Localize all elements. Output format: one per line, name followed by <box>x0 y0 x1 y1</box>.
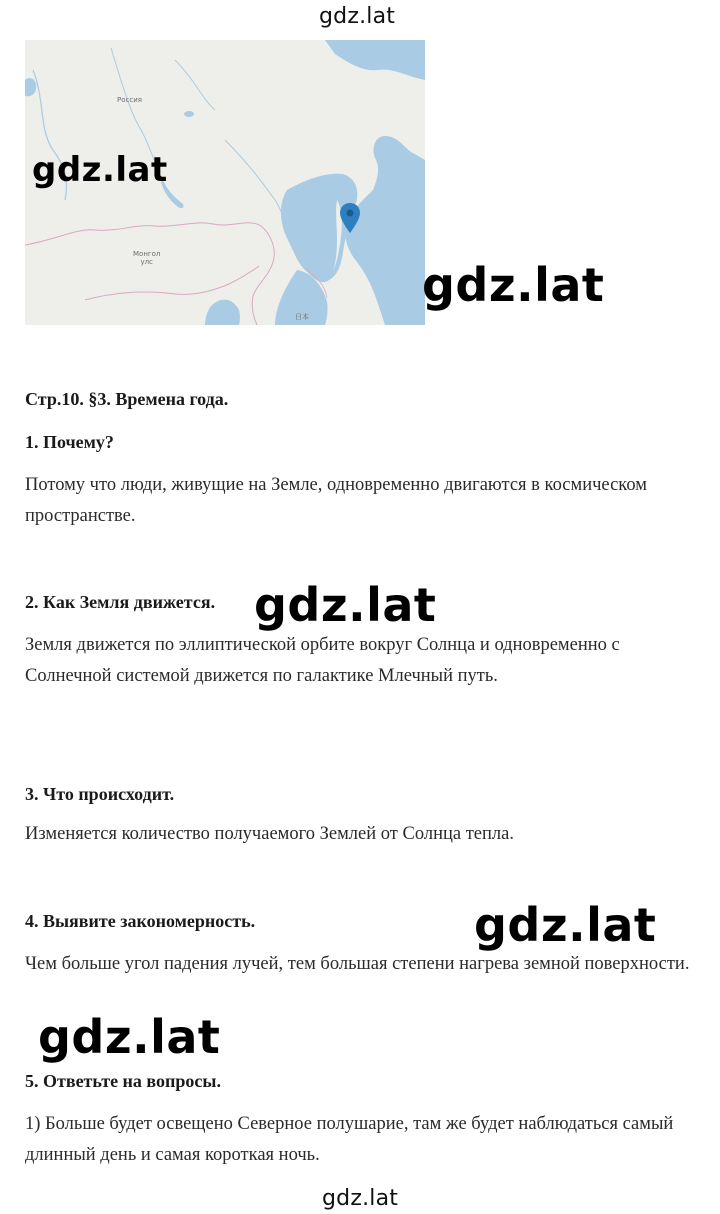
question-3-heading: 3. Что происходит. <box>25 784 175 804</box>
watermark-bottom: gdz.lat <box>322 1186 399 1211</box>
map-label-mongolia <box>133 250 160 266</box>
question-4-heading: 4. Выявите закономерность. <box>25 911 256 931</box>
watermark-large-3: gdz.lat <box>254 578 437 632</box>
map-label-mongolia-line1: Монгол <box>133 250 161 258</box>
map-label-mongolia-line2: улс <box>140 258 153 266</box>
question-2-answer: Земля движется по эллиптической орбите вокруг Солнца и одновременно с Солнечной системой движется по галактике Млечный путь. <box>25 635 620 686</box>
watermark-large-2: gdz.lat <box>422 258 605 312</box>
question-3-answer: Изменяется количество получаемого Землей от Солнца тепла. <box>25 824 514 844</box>
watermark-large-1: gdz.lat <box>32 150 168 190</box>
watermark-large-5: gdz.lat <box>38 1010 221 1064</box>
map-label-russia: Россия <box>117 96 142 104</box>
watermark-large-4: gdz.lat <box>474 898 657 952</box>
map-pin-icon <box>339 202 361 234</box>
question-1-answer: Потому что люди, живущие на Земле, одновременно двигаются в космическом пространстве. <box>25 475 647 526</box>
watermark-top: gdz.lat <box>319 4 396 29</box>
map-label-japan: 日本 <box>295 313 309 321</box>
question-4-answer: Чем больше угол падения лучей, тем большая степени нагрева земной поверхности. <box>25 954 690 974</box>
section-title: Стр.10. §3. Времена года. <box>25 389 229 409</box>
question-5-heading: 5. Ответьте на вопросы. <box>25 1071 221 1091</box>
question-2-heading: 2. Как Земля движется. <box>25 592 216 612</box>
question-1-heading: 1. Почему? <box>25 432 114 452</box>
question-5-answer: 1) Больше будет освещено Северное полушарие, там же будет наблюдаться самый длинный день и самая короткая ночь. <box>25 1114 674 1165</box>
